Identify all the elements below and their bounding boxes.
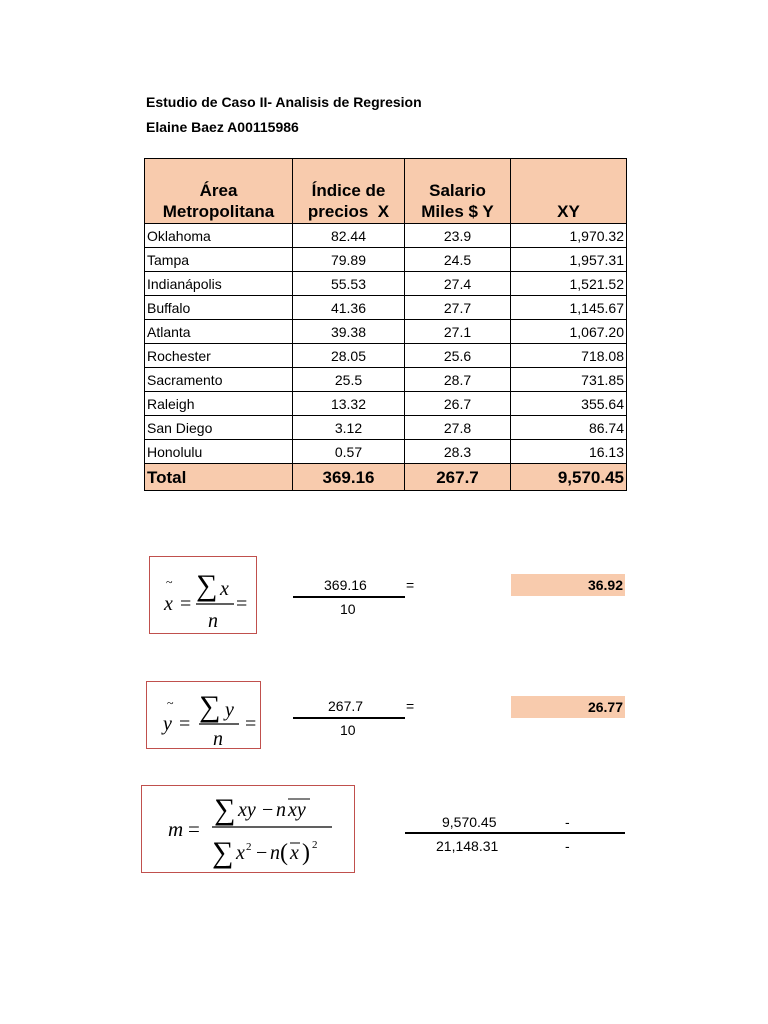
cell-area: Oklahoma — [145, 224, 293, 248]
cell-x: 3.12 — [293, 416, 405, 440]
mean-x-result: 36.92 — [511, 574, 625, 596]
mean-x-formula-icon — [150, 557, 256, 633]
table-row — [145, 248, 627, 272]
cell-area: Tampa — [145, 248, 293, 272]
svg-text:2: 2 — [312, 839, 318, 851]
svg-text:−: − — [262, 799, 274, 821]
svg-text:~: ~ — [167, 696, 174, 710]
cell-y: 24.5 — [405, 248, 511, 272]
slope-formula-icon — [142, 786, 354, 872]
svg-text:xy: xy — [238, 799, 256, 821]
table-row — [145, 320, 627, 344]
svg-text:∑: ∑ — [199, 690, 221, 723]
total-cell-y: 267.7 — [405, 464, 511, 491]
cell-area: Sacramento — [145, 368, 293, 392]
cell-y: 28.7 — [405, 368, 511, 392]
cell-area: Indianápolis — [145, 272, 293, 296]
svg-text:n: n — [270, 842, 280, 864]
svg-text:∑: ∑ — [212, 836, 234, 869]
cell-y: 25.6 — [405, 344, 511, 368]
table-total-row — [145, 464, 627, 491]
table-row — [145, 272, 627, 296]
cell-x: 41.36 — [293, 296, 405, 320]
table-row — [145, 416, 627, 440]
mean-y-formula-box — [146, 681, 261, 749]
table-row — [145, 368, 627, 392]
svg-text:): ) — [302, 840, 310, 866]
svg-text:−: − — [256, 842, 268, 864]
cell-xy: 718.08 — [511, 344, 627, 368]
slope-dash-bottom: - — [565, 838, 570, 854]
cell-area: Raleigh — [145, 392, 293, 416]
header-area — [145, 159, 293, 224]
mean-x-numerator: 369.16 — [324, 577, 367, 593]
cell-xy: 1,145.67 — [511, 296, 627, 320]
slope-numerator: 9,570.45 — [442, 814, 497, 830]
cell-x: 39.38 — [293, 320, 405, 344]
slope-denominator: 21,148.31 — [436, 838, 499, 854]
svg-text:=: = — [245, 713, 257, 735]
table-row — [145, 296, 627, 320]
mean-x-equals: = — [406, 577, 415, 593]
svg-text:2: 2 — [246, 841, 252, 853]
mean-y-fraction-line — [293, 717, 405, 719]
header-xy — [511, 159, 627, 224]
cell-x: 0.57 — [293, 440, 405, 464]
svg-text:xy: xy — [288, 799, 306, 821]
total-cell-x: 369.16 — [293, 464, 405, 491]
cell-area: Rochester — [145, 344, 293, 368]
header-x-l2: precios X — [307, 202, 390, 221]
cell-area: Honolulu — [145, 440, 293, 464]
header-area-l2: Metropolitana — [162, 202, 275, 221]
data-table — [144, 158, 627, 491]
svg-text:=: = — [179, 713, 191, 735]
header-xy-l1: XY — [557, 202, 580, 221]
total-cell-xy: 9,570.45 — [511, 464, 627, 491]
cell-x: 25.5 — [293, 368, 405, 392]
slope-formula-box — [141, 785, 355, 873]
cell-xy: 1,521.52 — [511, 272, 627, 296]
svg-text:m: m — [168, 817, 184, 841]
svg-text:x: x — [164, 593, 173, 615]
mean-y-formula-icon — [147, 682, 260, 748]
document-title: Estudio de Caso II- Analisis de Regresion — [146, 94, 422, 110]
cell-xy: 86.74 — [511, 416, 627, 440]
mean-y-equals: = — [406, 698, 415, 714]
document-author: Elaine Baez A00115986 — [146, 119, 299, 135]
mean-x-fraction-line — [293, 596, 405, 598]
cell-y: 27.4 — [405, 272, 511, 296]
header-area-l1: Área — [199, 181, 238, 200]
cell-xy: 16.13 — [511, 440, 627, 464]
table-row — [145, 440, 627, 464]
cell-y: 27.1 — [405, 320, 511, 344]
svg-text:x: x — [290, 842, 299, 864]
total-cell-area: Total — [145, 464, 293, 491]
svg-text:∑: ∑ — [214, 793, 236, 826]
svg-text:(: ( — [280, 840, 288, 866]
cell-x: 79.89 — [293, 248, 405, 272]
cell-y: 28.3 — [405, 440, 511, 464]
cell-y: 27.7 — [405, 296, 511, 320]
svg-text:y: y — [163, 713, 172, 735]
svg-text:n: n — [276, 799, 286, 821]
cell-x: 55.53 — [293, 272, 405, 296]
cell-area: Atlanta — [145, 320, 293, 344]
header-y-l1: Salario — [429, 181, 486, 200]
svg-text:~: ~ — [166, 575, 173, 589]
table-row — [145, 392, 627, 416]
svg-text:=: = — [180, 593, 192, 615]
svg-text:∑: ∑ — [196, 569, 218, 602]
header-x — [293, 159, 405, 224]
cell-xy: 355.64 — [511, 392, 627, 416]
table-header-row — [145, 159, 627, 224]
svg-text:=: = — [188, 817, 200, 841]
mean-y-numerator: 267.7 — [328, 698, 364, 714]
svg-text:=: = — [236, 593, 248, 615]
cell-y: 23.9 — [405, 224, 511, 248]
cell-xy: 1,970.32 — [511, 224, 627, 248]
mean-x-formula-box — [149, 556, 257, 634]
header-y-l2: Miles $ Y — [421, 202, 494, 221]
table-row — [145, 344, 627, 368]
cell-xy: 731.85 — [511, 368, 627, 392]
mean-y-denominator: 10 — [340, 722, 356, 738]
cell-x: 13.32 — [293, 392, 405, 416]
cell-area: San Diego — [145, 416, 293, 440]
mean-y-result: 26.77 — [511, 696, 625, 718]
cell-xy: 1,067.20 — [511, 320, 627, 344]
cell-x: 28.05 — [293, 344, 405, 368]
cell-y: 26.7 — [405, 392, 511, 416]
mean-x-denominator: 10 — [340, 601, 356, 617]
cell-area: Buffalo — [145, 296, 293, 320]
svg-text:y: y — [225, 699, 234, 721]
table-row — [145, 224, 627, 248]
svg-text:x: x — [220, 578, 229, 600]
svg-text:n: n — [213, 728, 223, 748]
header-y — [405, 159, 511, 224]
cell-y: 27.8 — [405, 416, 511, 440]
cell-xy: 1,957.31 — [511, 248, 627, 272]
slope-fraction-line — [405, 832, 625, 834]
svg-text:x: x — [236, 842, 245, 864]
svg-text:n: n — [208, 610, 218, 632]
cell-x: 82.44 — [293, 224, 405, 248]
slope-dash-top: - — [565, 814, 570, 830]
header-x-l1: Índice de — [311, 181, 386, 200]
